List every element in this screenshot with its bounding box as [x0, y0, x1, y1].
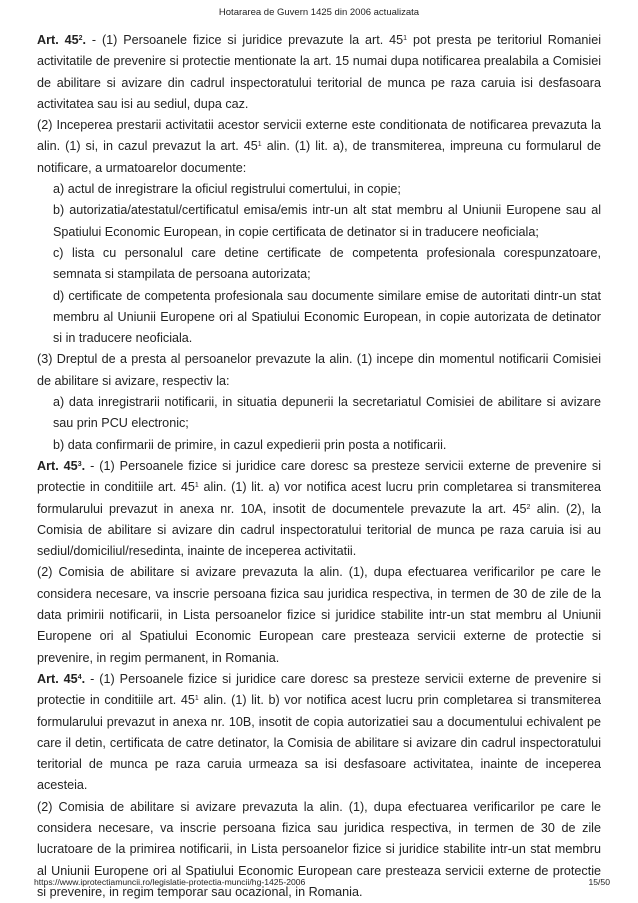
art-45-2-paragraph-1: Art. $45^2$. - (1) Persoanele fizice si juridice prevazute la art. $45^1$ pot presta pe teritoriul Romaniei activitatile de prevenire si protectie mentionate la art. 15 numai dupa notificarea prealabila a Comisiei de abilitare si avizare din cadrul inspectoratului teritorial de munca pe raza caruia isi desfasoara activitatea sau isi au sediul, dupa caz.: [37, 33, 601, 111]
header-title: Hotararea de Guvern 1425 din 2006 actualizata: [218, 7, 420, 18]
list-item: d) certificate de competenta profesionala sau documente similare emise de autoritati dintr-un stat membru al Uniunii Europene ori al Spatiului Economic European, in copie autorizata de detinator si in traducere neoficiala.: [53, 288, 601, 346]
art-45-3-paragraph-1: Art. $45^3$. - (1) Persoanele fizice si juridice care doresc sa presteze servicii externe de prevenire si protectie in conditiile art. $45^1$ alin. (1) lit. a) vor notifica acest lucru prin completarea si transmiterea formularului prevazut in anexa nr. 10A, insotit de documentele prevazute la art. $45^2$ alin. (2), la Comisia de abilitare si avizare din cadrul inspectoratului teritorial de munca pe raza caruia isi au sediul/domiciliul/resedinta, inainte de inceperea activitatii.: [37, 458, 602, 559]
page-number: 15/50: [588, 877, 610, 887]
art-45-4-paragraph-1: Art. $45^4$. - (1) Persoanele fizice si juridice care doresc sa presteze servicii externe de prevenire si protectie in conditiile art. $45^1$ alin. (1) lit. b) vor notifica acest lucru prin completarea si transmiterea formularului prevazut in anexa nr. 10B, insotit de copia autorizatiei sau a documentului echivalent pe care il detin, certificata de catre detinator, la Comisia de abilitare si avizare din cadrul inspectoratului teritorial de munca pe raza caruia urmeaza sa isi desfasoare activitatea, inainte de inceperea acesteia.: [37, 671, 601, 793]
page-footer: [34, 877, 610, 887]
footer-url-link[interactable]: https://www.iprotectiamuncii.ro/legislatie-protectia-muncii/hg-1425-2006: [34, 877, 306, 887]
document-body: [37, 30, 601, 903]
art-45-3-paragraph-2: (2) Comisia de abilitare si avizare prevazuta la alin. (1), dupa efectuarea verificarilor pe care le considera necesare, va inscrie persoana fizica sau juridica respectiva, in termen de 30 de zile de la data primirii notificarii, in Lista persoanelor fizice si juridice stabilite intr-un stat membru al Uniunii Europene ori al Spatiului Economic European care presteaza servicii externe de protectie si prevenire, in regim permanent, in Romania.: [37, 565, 601, 665]
article-label: Art. $45^2$.: [37, 33, 86, 47]
list-item: a) data inregistrarii notificarii, in situatia depunerii la secretariatul Comisiei de abilitare si avizare sau prin PCU electronic;: [53, 395, 601, 431]
list-item: b) autorizatia/atestatul/certificatul emisa/emis intr-un alt stat membru al Uniunii Europene sau al Spatiului Economic European, in copie certificata de detinator si in traducere neoficiala;: [53, 203, 601, 239]
list-item: b) data confirmarii de primire, in cazul expedierii prin posta a notificarii.: [53, 437, 447, 452]
art-45-2-paragraph-2: (2) Inceperea prestarii activitatii acestor servicii externe este conditionata de notificarea prevazuta la alin. (1) si, in cazul prevazut la art. $45^1$ alin. (1) lit. a), de transmiterea, impreuna cu formularul de notificare, a urmatoarelor documente:: [37, 118, 601, 175]
art-45-4-paragraph-2: (2) Comisia de abilitare si avizare prevazuta la alin. (1), dupa efectuarea verificarilor pe care le considera necesare, va inscrie persoana fizica sau juridica respectiva, in termen de 30 de zile lucratoare de la primirea notificarii, in Lista persoanelor fizice si juridice stabilite intr-un stat membru al Uniunii Europene ori al Spatiului Economic European care presteaza servicii externe de protectie si prevenire, in regim temporar sau ocazional, in Romania.: [37, 799, 601, 899]
page-header: [0, 7, 638, 18]
list-item: a) actul de inregistrare la oficiul registrului comertului, in copie;: [53, 182, 401, 197]
art-45-2-paragraph-3: (3) Dreptul de a presta al persoanelor prevazute la alin. (1) incepe din momentul notificarii Comisiei de abilitare si avizare, respectiv la:: [37, 352, 601, 388]
list-item: c) lista cu personalul care detine certificate de competenta profesionala corespunzatoare, semnata si stampilata de persoana autorizata;: [53, 245, 601, 282]
article-label: Art. $45^4$.: [37, 671, 86, 686]
article-label: Art. $45^3$.: [37, 458, 86, 473]
